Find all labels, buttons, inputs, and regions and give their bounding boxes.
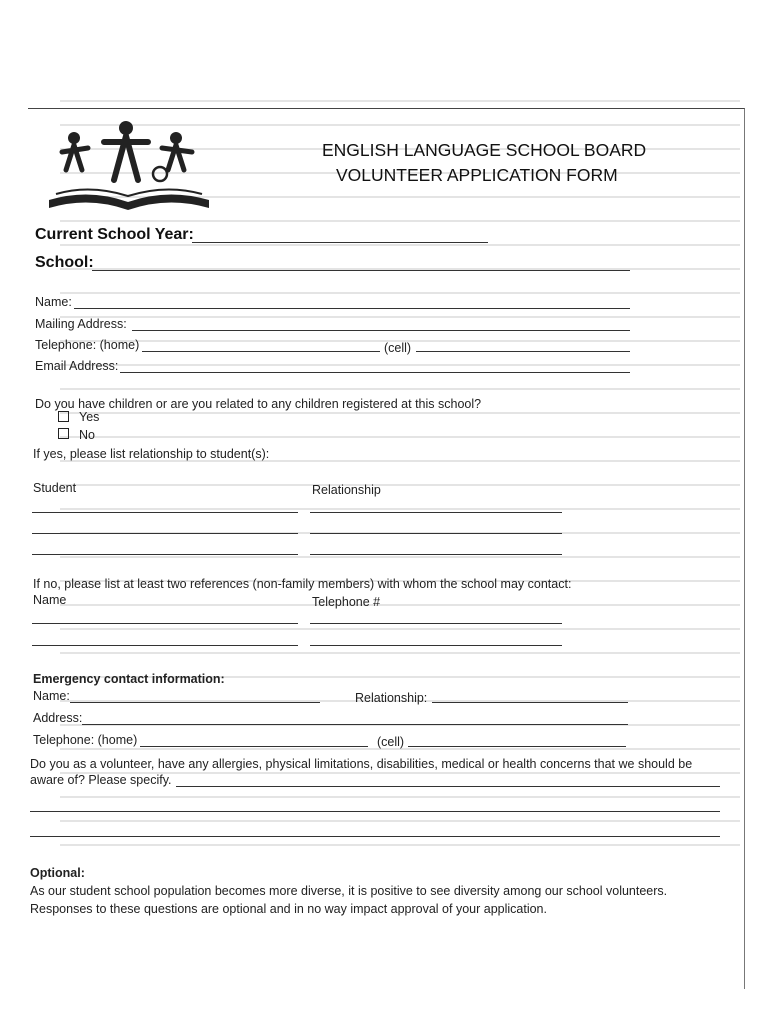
telephone-home-field[interactable] — [142, 351, 380, 352]
emergency-relationship-label: Relationship: — [355, 691, 428, 705]
optional-line2: Responses to these questions are optional and in no way impact approval of your application. — [30, 902, 547, 916]
emergency-cell-field[interactable] — [408, 746, 626, 747]
relationship-field-3[interactable] — [310, 554, 562, 555]
emergency-name-field[interactable] — [70, 702, 320, 703]
cell-field[interactable] — [416, 351, 630, 352]
health-field-2[interactable] — [30, 811, 720, 812]
health-field-3[interactable] — [30, 836, 720, 837]
relationship-header: Relationship — [312, 483, 381, 497]
reference-name-header: Name — [33, 593, 67, 607]
yes-checkbox[interactable] — [58, 411, 69, 422]
optional-line1: As our student school population becomes more diverse, it is positive to see diversity among our school volunteers. — [30, 884, 668, 898]
cell-label: (cell) — [384, 341, 412, 355]
yes-label: Yes — [79, 410, 100, 424]
relationship-field-1[interactable] — [310, 512, 562, 513]
telephone-home-label: Telephone: (home) — [35, 338, 140, 352]
mailing-address-field[interactable] — [132, 330, 630, 331]
current-school-year-label: Current School Year: — [35, 226, 194, 243]
school-field[interactable] — [92, 270, 630, 271]
student-field-2[interactable] — [32, 533, 298, 534]
children-question: Do you have children or are you related to any children registered at this school? — [35, 397, 482, 411]
name-field[interactable] — [74, 308, 630, 309]
no-label: No — [79, 428, 95, 442]
relationship-prompt: If yes, please list relationship to student(s): — [33, 447, 270, 461]
name-label: Name: — [35, 295, 72, 309]
form-title-line2: VOLUNTEER APPLICATION FORM — [336, 165, 618, 185]
references-prompt: If no, please list at least two references (non-family members) with whom the school may contact: — [33, 577, 572, 591]
reference-name-field-2[interactable] — [32, 645, 298, 646]
health-question-line1: Do you as a volunteer, have any allergies, physical limitations, disabilities, medical or health concerns that we should be — [30, 757, 693, 771]
emergency-heading: Emergency contact information: — [33, 672, 225, 686]
emergency-relationship-field[interactable] — [432, 702, 628, 703]
mailing-address-label: Mailing Address: — [35, 317, 127, 331]
emergency-cell-label: (cell) — [377, 735, 405, 749]
reference-name-field-1[interactable] — [32, 623, 298, 624]
student-field-1[interactable] — [32, 512, 298, 513]
reference-telephone-field-1[interactable] — [310, 623, 562, 624]
student-field-3[interactable] — [32, 554, 298, 555]
emergency-name-label: Name: — [33, 689, 70, 703]
optional-heading: Optional: — [30, 866, 85, 880]
school-board-logo — [44, 118, 214, 218]
emergency-telephone-home-label: Telephone: (home) — [33, 733, 138, 747]
form-title-line1: ENGLISH LANGUAGE SCHOOL BOARD — [322, 140, 647, 160]
student-header: Student — [33, 481, 77, 495]
email-label: Email Address: — [35, 359, 119, 373]
email-field[interactable] — [120, 372, 630, 373]
reference-telephone-field-2[interactable] — [310, 645, 562, 646]
emergency-address-label: Address: — [33, 711, 83, 725]
school-label: School: — [35, 254, 94, 271]
emergency-telephone-home-field[interactable] — [140, 746, 368, 747]
emergency-address-field[interactable] — [82, 724, 628, 725]
school-year-field[interactable] — [192, 242, 488, 243]
health-question-line2: aware of? Please specify. — [30, 773, 172, 787]
relationship-field-2[interactable] — [310, 533, 562, 534]
health-field-1[interactable] — [176, 786, 720, 787]
no-checkbox[interactable] — [58, 428, 69, 439]
reference-telephone-header: Telephone # — [312, 595, 381, 609]
